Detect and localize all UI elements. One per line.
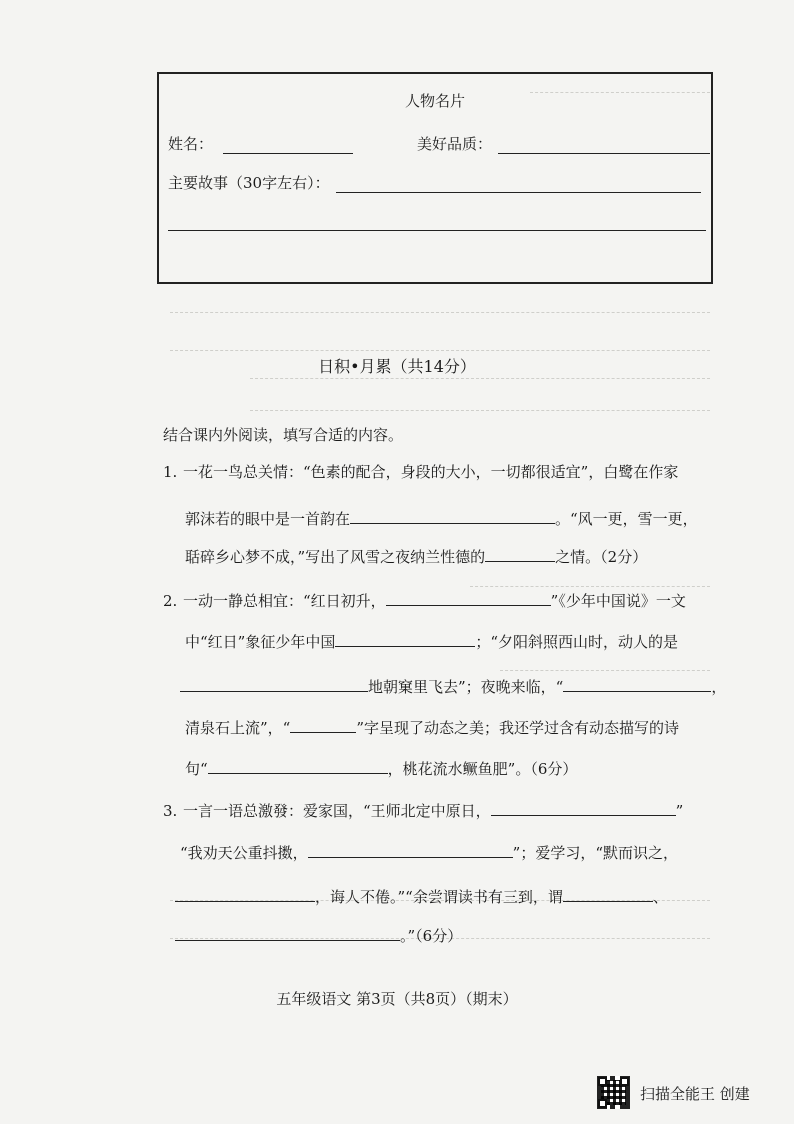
q2-blank-6[interactable] (208, 758, 388, 774)
story-blank-2[interactable] (168, 230, 706, 231)
name-label: 姓名： (168, 135, 214, 153)
q2-blank-5[interactable] (290, 717, 356, 733)
name-row (168, 133, 353, 154)
card-title: 人物名片 (404, 92, 465, 110)
q2-text: ， (711, 678, 727, 696)
q2-text: ，桃花流水鳜鱼肥”。（6分） (387, 760, 578, 778)
story-row (168, 172, 701, 193)
q3-blank-3[interactable] (175, 886, 315, 902)
bleed-through-mark (170, 312, 710, 313)
q1-text: 。“风一更，雪一更， (555, 510, 698, 528)
q2-text: 一动一静总相宜：“红日初升， (183, 592, 386, 610)
bleed-through-mark (470, 586, 710, 587)
q1-number: 1. (163, 463, 178, 481)
q2-line-4 (185, 717, 679, 738)
q3-blank-5[interactable] (175, 925, 400, 941)
q3-number: 3. (163, 802, 178, 820)
q3-text: “我劝天公重抖擞， (180, 844, 308, 862)
q3-line-2 (180, 842, 678, 863)
q1-line-2 (185, 508, 698, 529)
quality-row (417, 133, 710, 154)
q2-text: 地朝窠里飞去”；夜晚来临，“ (368, 678, 564, 696)
q3-blank-1[interactable] (491, 800, 676, 816)
q1-text: 一花一鸟总关情：“色素的配合，身段的大小，一切都很适宜”，白鹭在作家 (183, 463, 679, 481)
scanner-brand-label: 扫描全能王 创建 (640, 1085, 750, 1103)
q1-text: 郭沫若的眼中是一首韵在 (185, 510, 351, 528)
bleed-through-mark (250, 378, 710, 379)
q2-text: ”字呈现了动态之美；我还学过含有动态描写的诗 (356, 719, 680, 737)
q1-line-1 (163, 462, 678, 482)
page-footer: 五年级语文 第3页（共8页）（期末） (276, 990, 518, 1008)
q1-blank-1[interactable] (350, 508, 555, 524)
quality-label: 美好品质： (417, 135, 493, 153)
qr-finder-icon (620, 1077, 629, 1086)
q2-text: 中“红日”象征少年中国 (185, 633, 336, 651)
q3-text: ” (675, 802, 684, 820)
quality-blank[interactable] (498, 136, 710, 154)
q3-line-4 (175, 925, 462, 946)
q2-text: 清泉石上流”，“ (185, 719, 291, 737)
name-blank[interactable] (223, 136, 353, 154)
q1-blank-2[interactable] (485, 546, 555, 562)
q3-line-3 (175, 886, 668, 907)
q2-line-5 (185, 758, 577, 779)
bleed-through-mark (500, 670, 710, 671)
q2-text: 句“ (185, 760, 208, 778)
q2-line-2 (185, 631, 678, 652)
q1-text: 聒碎乡心梦不成，”写出了风雪之夜纳兰性德的 (185, 548, 486, 566)
q2-text: ；“夕阳斜照西山时，动人的是 (475, 633, 679, 651)
q3-text: 一言一语总激發：爱家国，“王师北定中原日， (183, 802, 491, 820)
q3-text: ，诲人不倦。”“余尝谓读书有三到，谓 (315, 888, 563, 906)
q3-text: ”；爱学习，“默而识之， (512, 844, 679, 862)
q2-blank-2[interactable] (335, 631, 475, 647)
bleed-through-mark (250, 410, 710, 411)
q2-number: 2. (163, 592, 178, 610)
section-intro: 结合课内外阅读，填写合适的内容。 (163, 426, 404, 444)
qr-finder-icon (598, 1077, 607, 1086)
q2-blank-1[interactable] (386, 590, 551, 606)
qr-finder-icon (598, 1099, 607, 1108)
section-title: 日积•月累（共14分） (318, 357, 476, 376)
story-label: 主要故事（30字左右）： (168, 174, 330, 192)
q3-text: 。”（6分） (400, 927, 463, 945)
q3-line-1 (163, 800, 683, 821)
q2-blank-3[interactable] (180, 676, 368, 692)
q2-blank-4[interactable] (563, 676, 711, 692)
q3-blank-4[interactable] (563, 886, 653, 902)
character-name-card (157, 72, 713, 284)
q3-text: 、 (652, 888, 668, 906)
q2-line-3 (180, 676, 726, 697)
qr-code-icon (597, 1076, 630, 1109)
bleed-through-mark (170, 350, 710, 351)
story-blank-1[interactable] (336, 175, 701, 193)
q2-text: ”《少年中国说》一文 (550, 592, 686, 610)
q1-text: 之情。（2分） (555, 548, 648, 566)
q2-line-1 (163, 590, 686, 611)
q3-blank-2[interactable] (308, 842, 513, 858)
q1-line-3 (185, 546, 647, 567)
